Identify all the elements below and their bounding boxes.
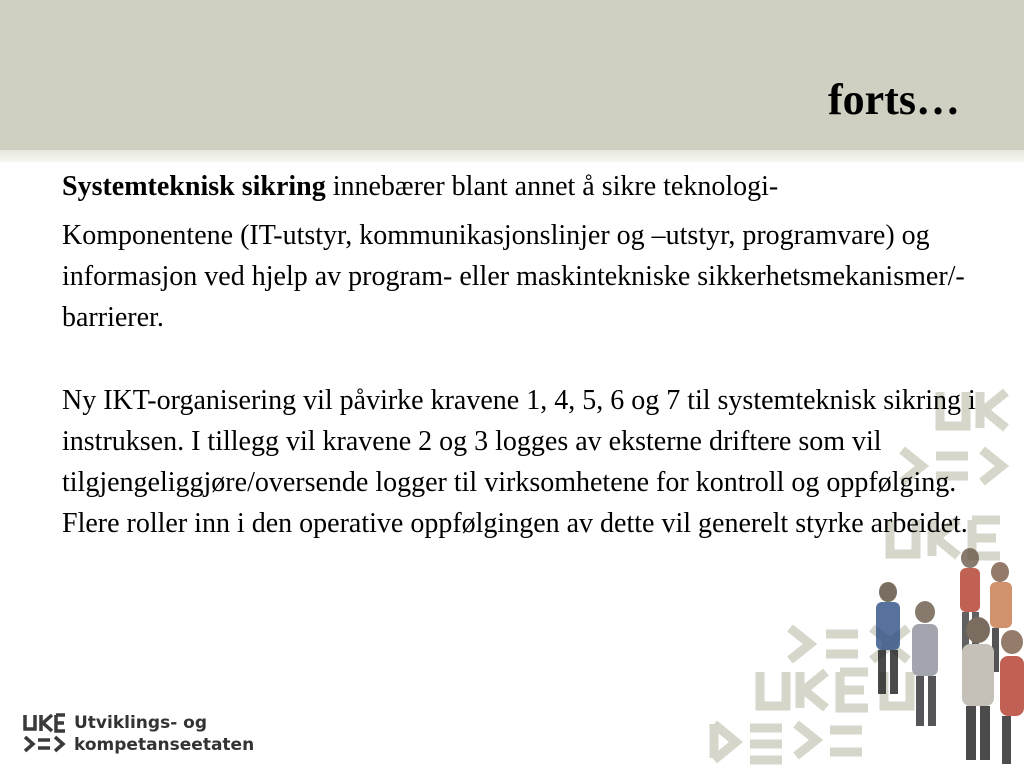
paragraph-intro <box>62 166 1012 207</box>
header-divider <box>0 150 1024 162</box>
logo-line2: kompetanseetaten <box>74 735 255 755</box>
intro-text: innebærer blant annet å sikre teknologi- <box>325 171 779 202</box>
uke-logo <box>22 710 262 760</box>
slide-title: forts… <box>828 75 960 124</box>
uke-logo-mark-icon <box>22 712 66 756</box>
paragraph-ikt: Ny IKT-organisering vil påvirke kravene 1, 4, 5, 6 og 7 til systemteknisk sikring i instruksen. I tillegg vil kravene 2 og 3 logges av eksterne driftere som vil tilgjengeliggjøre/oversende logger til virksomhetene for kontroll og oppfølging. Flere roller inn i den operative oppfølgingen av dette vil generelt styrke arbeidet. <box>62 385 976 539</box>
logo-line1: Utviklings- og <box>74 713 208 733</box>
logo-wordmark <box>74 712 254 756</box>
bold-term: Systemteknisk sikring <box>62 171 326 202</box>
paragraph-components: Komponentene (IT-utstyr, kommunikasjonslinjer og –utstyr, programvare) og informasjon ved hjelp av program- eller maskintekniske sikkerhetsmekanismer/-barrierer. <box>62 220 965 333</box>
slide-body <box>62 166 1012 544</box>
